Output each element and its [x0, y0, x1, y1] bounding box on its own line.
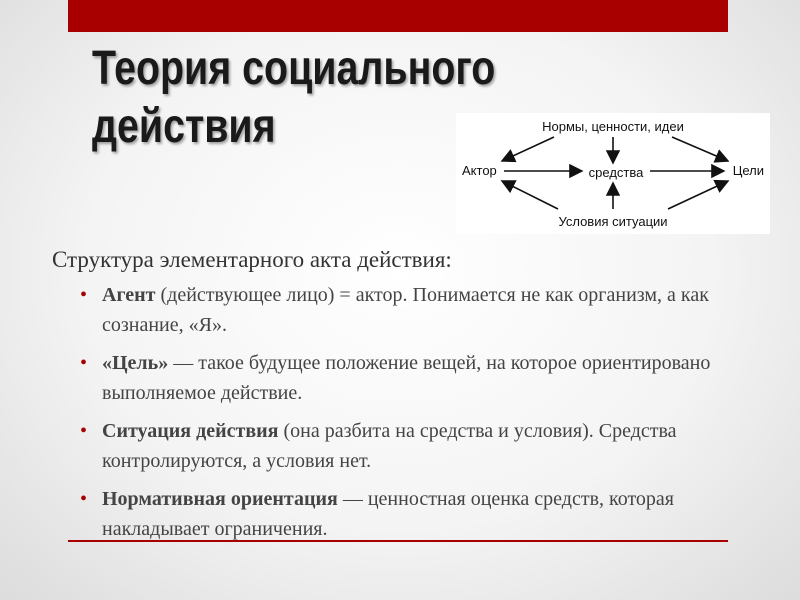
slide-title — [92, 40, 495, 156]
diagram-label-goals: Цели — [732, 163, 764, 178]
list-item-text: — такое будущее положение вещей, на которое ориентировано выполняемое действие. — [102, 352, 711, 404]
bullet-icon: • — [80, 284, 88, 306]
arrow-conditions-to-actor — [502, 181, 558, 209]
structure-list — [80, 280, 720, 552]
slide-title-line-2: действия — [92, 100, 276, 153]
bottom-divider — [68, 540, 728, 542]
list-item-text: (действующее лицо) = актор. Понимается не как организм, а как сознание, «Я». — [102, 284, 709, 336]
bullet-icon: • — [80, 488, 88, 510]
list-item-term: «Цель» — [102, 352, 169, 374]
diagram-label-conditions: Условия ситуации — [558, 214, 668, 229]
list-item-text: — ценностная оценка средств, которая накладывает ограничения. — [102, 488, 674, 540]
action-diagram — [456, 113, 770, 234]
arrow-norms-to-actor — [502, 137, 554, 161]
arrow-conditions-to-goals — [668, 181, 728, 209]
list-item — [80, 484, 720, 544]
diagram-label-means: средства — [588, 165, 644, 180]
diagram-label-actor: Актор — [462, 163, 497, 178]
diagram-label-norms: Нормы, ценности, идеи — [542, 119, 684, 134]
list-item — [80, 348, 720, 408]
bullet-icon: • — [80, 420, 88, 442]
bullet-icon: • — [80, 352, 88, 374]
arrow-norms-to-goals — [672, 137, 728, 161]
list-item-term: Ситуация действия — [102, 420, 279, 442]
slide-title-line-1: Теория социального — [92, 42, 496, 95]
list-item-term: Нормативная ориентация — [102, 488, 338, 510]
list-item — [80, 416, 720, 476]
list-item-term: Агент — [102, 284, 156, 306]
top-accent-bar — [68, 0, 728, 32]
list-item-text: (она разбита на средства и условия). Средства контролируются, а условия нет. — [102, 420, 677, 472]
structure-heading: Структура элементарного акта действия: — [52, 247, 452, 272]
action-diagram-svg — [456, 113, 770, 234]
list-item — [80, 280, 720, 340]
